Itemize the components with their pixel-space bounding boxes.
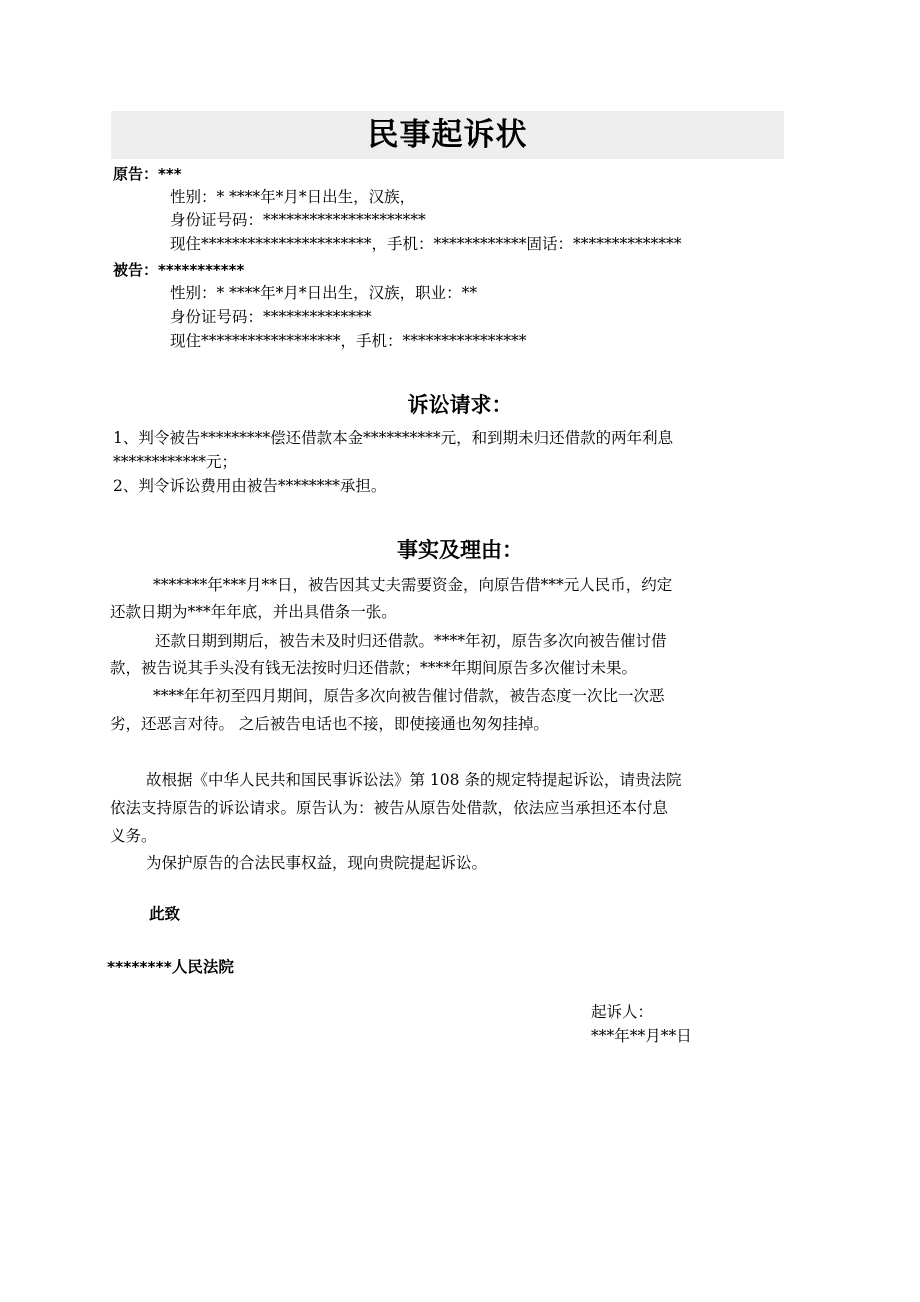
facts-paragraph-5: 为保护原告的合法民事权益，现向贵院提起诉讼。 xyxy=(146,854,488,872)
facts-paragraph-3-line-2: 劣，还恶言对待。 之后被告电话也不接，即使接通也匆匆挂掉。 xyxy=(110,715,549,733)
facts-paragraph-2-line-1: 还款日期到期后，被告未及时归还借款。****年初，原告多次向被告催讨借 xyxy=(155,632,667,650)
plaintiff-address-phone: 现住**********************，手机：************固话：************** xyxy=(170,235,682,253)
facts-heading: 事实及理由： xyxy=(397,538,523,562)
defendant-gender-birth: 性别：* ****年*月*日出生，汉族，职业：** xyxy=(170,284,478,302)
claims-heading: 诉讼请求： xyxy=(407,393,513,417)
closing-salutation: 此致 xyxy=(149,905,181,923)
facts-paragraph-2-line-2: 款，被告说其手头没有钱无法按时归还借款；****年期间原告多次催讨未果。 xyxy=(110,659,638,677)
signer-label: 起诉人： xyxy=(591,1003,654,1021)
plaintiff-gender-birth: 性别：* ****年*月*日出生，汉族， xyxy=(170,188,416,206)
court-name: ********人民法院 xyxy=(107,958,234,976)
facts-paragraph-4-line-3: 义务。 xyxy=(110,827,157,845)
plaintiff-label: 原告：*** xyxy=(113,165,182,183)
facts-paragraph-1-line-2: 还款日期为***年年底，并出具借条一张。 xyxy=(110,603,397,621)
facts-paragraph-4-line-1: 故根据《中华人民共和国民事诉讼法》第 108 条的规定特提起诉讼，请贵法院 xyxy=(146,771,682,789)
defendant-address-phone: 现住******************，手机：**************** xyxy=(170,332,527,350)
defendant-id-number: 身份证号码：************** xyxy=(170,308,372,326)
facts-paragraph-3-line-1: ****年年初至四月期间，原告多次向被告催讨借款，被告态度一次比一次恶 xyxy=(153,687,665,705)
defendant-label: 被告：*********** xyxy=(113,261,245,279)
signature-date: ***年**月**日 xyxy=(591,1027,692,1045)
plaintiff-id-number: 身份证号码：********************* xyxy=(170,211,426,229)
claim-item-1: 1、判令被告*********偿还借款本金**********元，和到期未归还借款的两年利息 xyxy=(113,429,674,447)
claim-item-2: 2、判令诉讼费用由被告********承担。 xyxy=(113,477,387,495)
claim-item-1-continued: ************元； xyxy=(113,453,238,471)
facts-paragraph-4-line-2: 依法支持原告的诉讼请求。原告认为：被告从原告处借款，依法应当承担还本付息 xyxy=(110,799,669,817)
document-title: 民事起诉状 xyxy=(367,117,528,153)
facts-paragraph-1-line-1: *******年***月**日，被告因其丈夫需要资金，向原告借***元人民币，约定 xyxy=(153,576,673,594)
